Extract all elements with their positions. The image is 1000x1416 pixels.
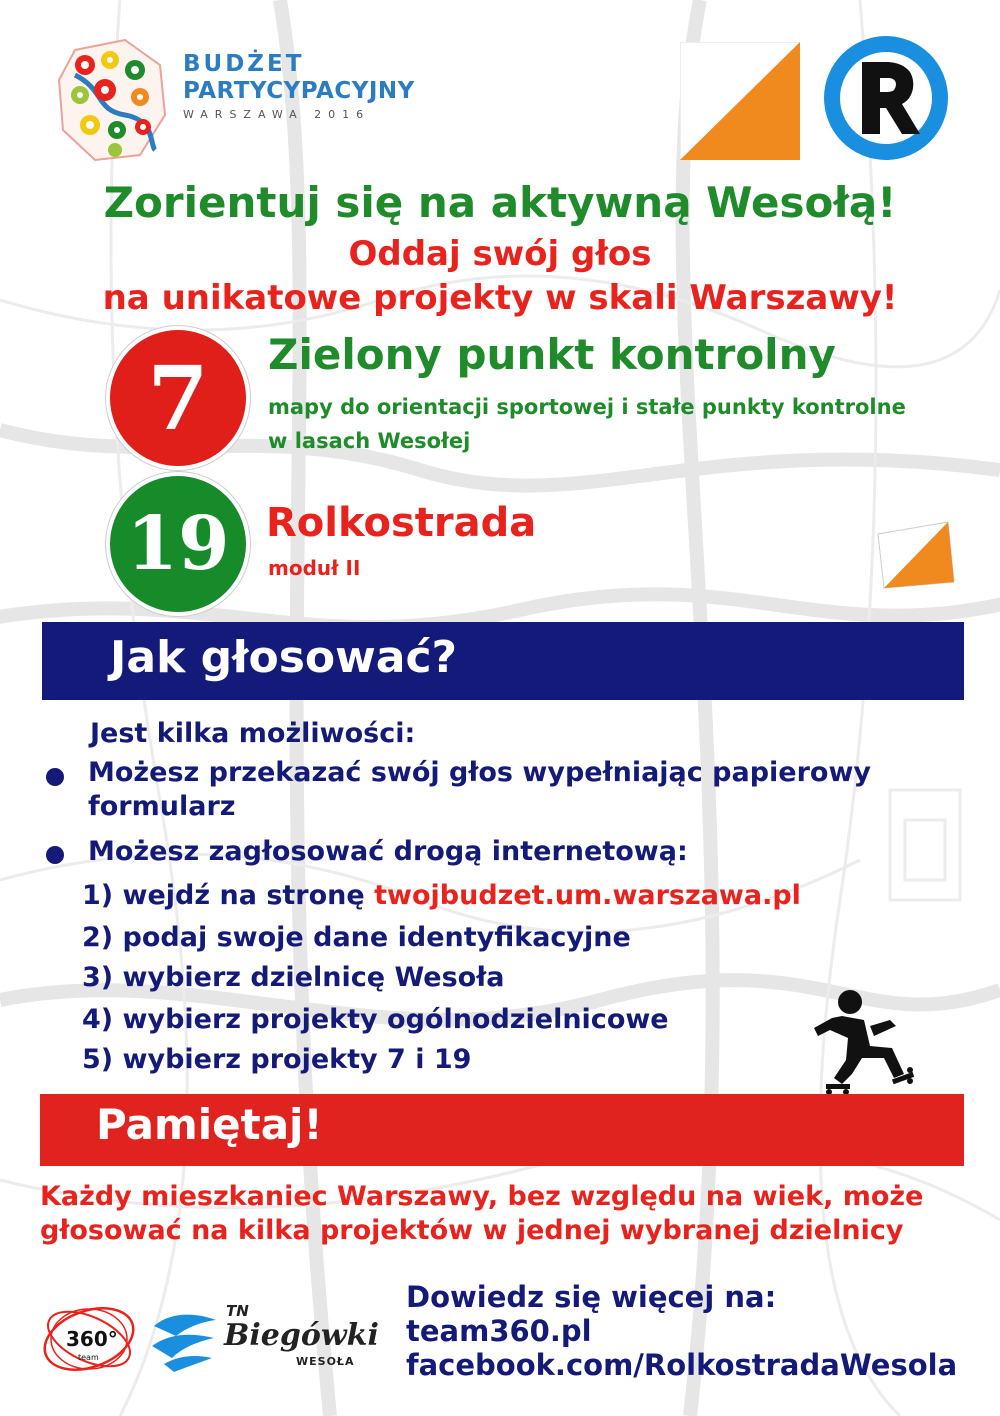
facebook-link[interactable]: facebook.com/RolkostradaWesola [406, 1348, 958, 1382]
orienteering-flag-icon [680, 42, 800, 160]
project-19-title: Rolkostrada [266, 500, 537, 546]
budget-logo-line1: BUDŻET [183, 51, 305, 77]
options-intro: Jest kilka możliwości: [90, 718, 416, 749]
small-orienteering-flag-icon [870, 520, 960, 590]
bullet-icon [46, 768, 64, 786]
more-info [406, 1280, 957, 1382]
option-online: Możesz zagłosować drogą internetową: [88, 836, 688, 867]
budget-logo [55, 35, 415, 165]
project-7-number-badge: 7 [106, 326, 250, 470]
budget-logo-line3: WARSZAWA 2016 [183, 108, 371, 121]
subheadline-1: Oddaj swój głos [348, 234, 652, 274]
step-1 [82, 880, 801, 911]
wave-icon [150, 1306, 220, 1376]
how-to-vote-heading: Jak głosować? [110, 632, 458, 683]
budget-logo-line2: PARTYCYPACYJNY [183, 78, 415, 104]
step-5: 5) wybierz projekty 7 i 19 [82, 1044, 472, 1075]
biegowki-logo [150, 1300, 380, 1380]
project-19-description: moduł II [268, 556, 361, 580]
main-headline: Zorientuj się na aktywną Wesołą! [103, 178, 897, 227]
r-logo-icon [822, 34, 950, 162]
biegowki-tn: TN [226, 1302, 249, 1320]
team360-logo [40, 1298, 138, 1380]
step-1-text: 1) wejdź na stronę [82, 880, 375, 911]
skater-icon [812, 986, 922, 1096]
step-3: 3) wybierz dzielnicę Wesoła [82, 962, 505, 993]
team360-logo-text: 360° [66, 1327, 118, 1351]
more-info-label: Dowiedz się więcej na: [406, 1280, 777, 1314]
team360-link[interactable]: team360.pl [406, 1314, 592, 1348]
project-7-title: Zielony punkt kontrolny [268, 330, 836, 379]
step-4: 4) wybierz projekty ogólnodzielnicowe [82, 1004, 669, 1035]
biegowki-name: Biegówki [224, 1318, 379, 1353]
project-19-number-badge: 19 [106, 472, 250, 616]
step-2: 2) podaj swoje dane identyfikacyjne [82, 922, 631, 953]
remember-heading: Pamiętaj! [96, 1100, 323, 1149]
option-paper-form: Możesz przekazać swój głos wypełniając papierowy formularz [88, 757, 872, 822]
project-7-description: mapy do orientacji sportowej i stałe punkty kontrolne w lasach Wesołej [268, 395, 906, 453]
bullet-icon [46, 846, 64, 864]
vote-website-link[interactable]: twojbudzet.um.warszawa.pl [374, 880, 801, 911]
gears-map-icon [55, 35, 175, 165]
remember-text: Każdy mieszkaniec Warszawy, bez względu na wiek, może głosować na kilka projektów w jednej wybranej dzielnicy [40, 1181, 924, 1246]
team360-logo-sub: team [78, 1353, 99, 1362]
biegowki-sub: WESOŁA [296, 1355, 355, 1368]
subheadline-2: na unikatowe projekty w skali Warszawy! [102, 278, 898, 318]
